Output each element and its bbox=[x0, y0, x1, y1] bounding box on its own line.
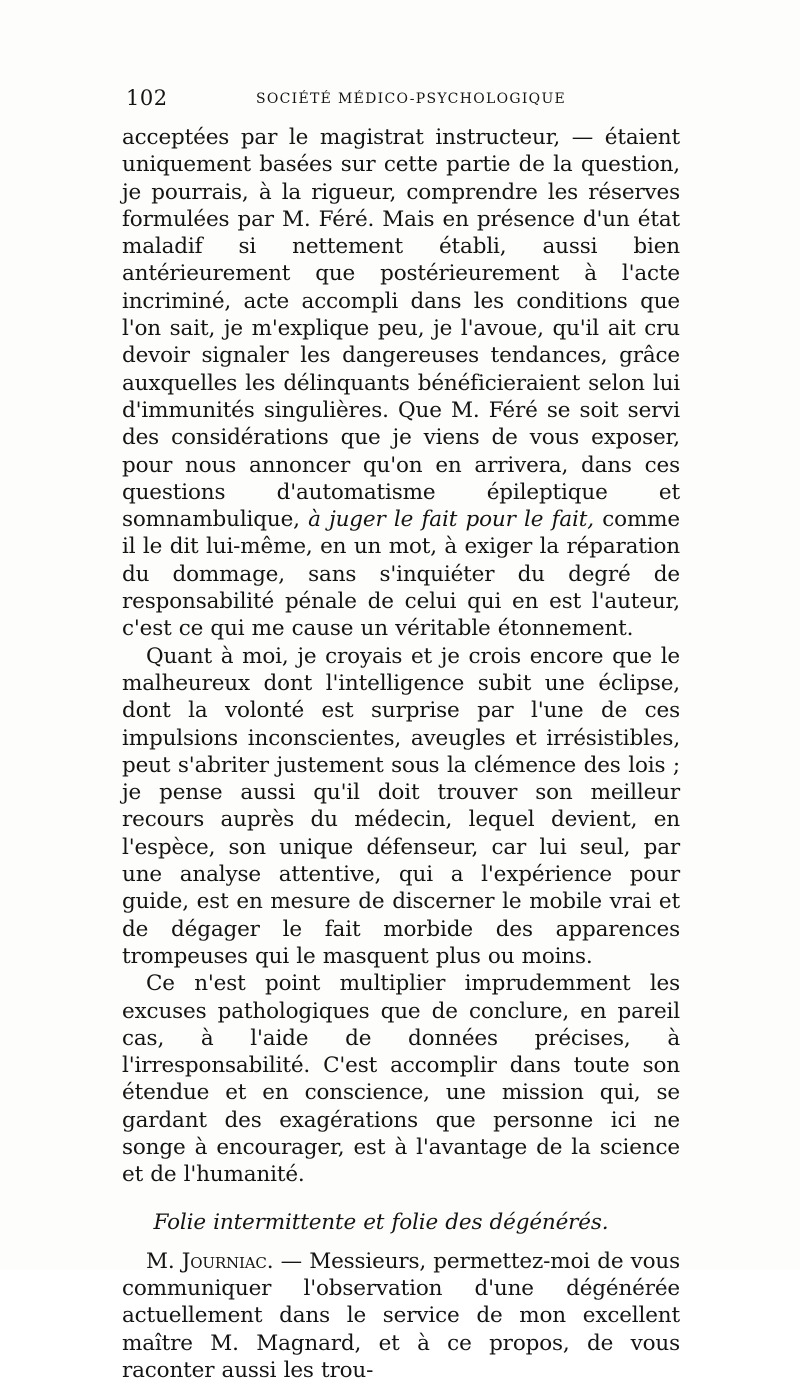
body-text bbox=[122, 124, 680, 1384]
paragraph-text: acceptées par le magistrat instructeur, — étaient uniquement basées sur cette partie de la question, je pourrais, à la rigueur, comprendre les réserves formulées par M. Féré. Mais en présence d'un état maladif si nettement établi, aussi bien antérieurement que postérieurement à l'acte incriminé, acte accompli dans les conditions que l'on sait, je m'explique peu, je l'avoue, qu'il ait cru devoir signaler les dangereuses tendances, grâce auxquelles les délinquants bénéficieraient selon lui d'immunités singulières. Que M. Féré se soit servi des considérations que je viens de vous exposer, pour nous annoncer qu'on en arrivera, dans ces questions d'automatisme épileptique et somnambulique, bbox=[122, 125, 680, 533]
paragraph-text: — Messieurs, permettez-moi de vous communiquer l'observation d'une dégénérée actuellement dans le service de mon excellent maître M. Magnard, et à ce propos, de vous raconter aussi les trou- bbox=[122, 1248, 680, 1384]
paragraph-text: comme il le dit lui-même, en un mot, à exiger la réparation du dommage, sans s'inquiéter du degré de responsabilité pénale de celui qui en est l'auteur, c'est ce qui me cause un véritable étonnement. bbox=[122, 507, 680, 642]
page-number: 102 bbox=[126, 86, 168, 110]
page-header bbox=[122, 86, 682, 116]
section-heading: Folie intermittente et folie des dégénérés. bbox=[153, 1209, 609, 1235]
running-head: SOCIÉTÉ MÉDICO-PSYCHOLOGIQUE bbox=[256, 91, 567, 107]
paragraph-continuation bbox=[122, 124, 680, 643]
paragraph-speaker bbox=[122, 1248, 680, 1384]
speaker-name: M. Journiac. bbox=[146, 1248, 274, 1274]
italic-phrase: à juger le fait pour le fait, bbox=[308, 507, 594, 533]
paragraph: Quant à moi, je croyais et je crois encore que le malheureux dont l'intelligence subit une éclipse, dont la volonté est surprise par l'une de ces impulsions inconscientes, aveugles et irrésistibles, peut s'abriter justement sous la clémence des lois ; je pense aussi qu'il doit trouver son meilleur recours auprès du médecin, lequel devient, en l'espèce, son unique défenseur, car lui seul, par une analyse attentive, qui a l'expérience pour guide, est en mesure de discerner le mobile vrai et de dégager le fait morbide des apparences trompeuses qui le masquent plus ou moins. bbox=[122, 643, 680, 969]
paragraph: Ce n'est point multiplier imprudemment les excuses pathologiques que de conclure, en pareil cas, à l'aide de données précises, à l'irresponsabilité. C'est accomplir dans toute son étendue et en conscience, une mission qui, se gardant des exagérations que personne ici ne songe à encourager, est à l'avantage de la science et de l'humanité. bbox=[122, 971, 680, 1188]
